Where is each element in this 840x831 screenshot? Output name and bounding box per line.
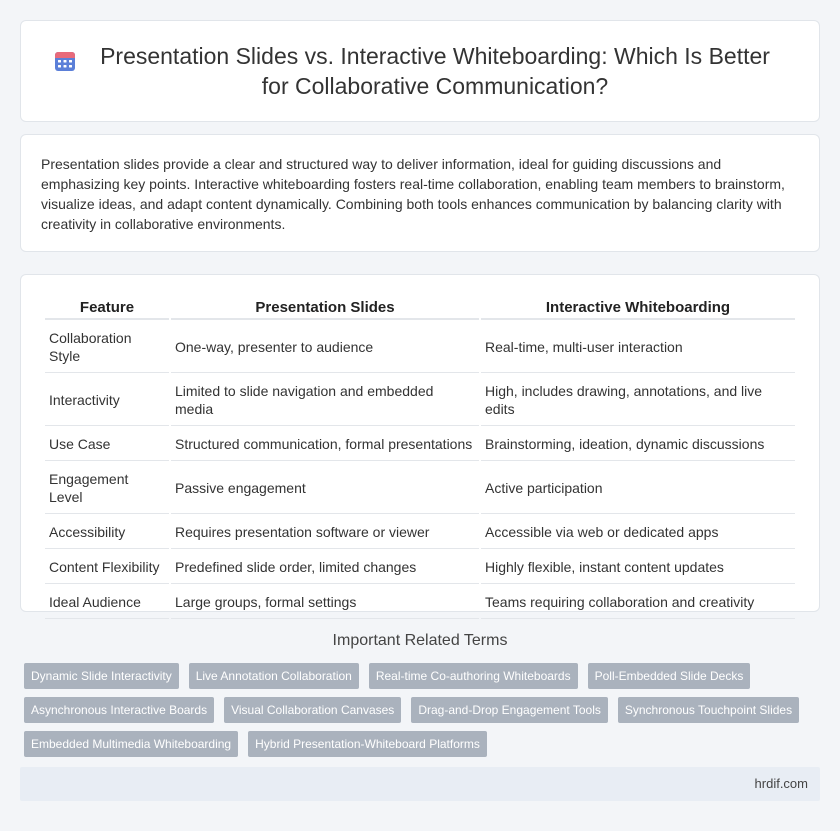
header-feature: Feature bbox=[45, 291, 169, 320]
summary-card bbox=[20, 134, 820, 252]
title-card bbox=[20, 20, 820, 122]
related-term-tag[interactable]: Poll-Embedded Slide Decks bbox=[588, 663, 751, 689]
comparison-table bbox=[43, 289, 797, 621]
feature-cell: Interactivity bbox=[45, 375, 169, 426]
header-presentation-slides: Presentation Slides bbox=[171, 291, 479, 320]
page-title: Presentation Slides vs. Interactive Whiteboarding: Which Is Better for Collaborative Communication? bbox=[100, 43, 770, 99]
feature-cell: Engagement Level bbox=[45, 463, 169, 514]
related-terms-list bbox=[20, 663, 820, 765]
related-term-tag[interactable]: Live Annotation Collaboration bbox=[189, 663, 359, 689]
interactive-whiteboarding-cell: Real-time, multi-user interaction bbox=[481, 322, 795, 373]
interactive-whiteboarding-cell: Teams requiring collaboration and creativity bbox=[481, 586, 795, 619]
table-row bbox=[45, 551, 795, 584]
table-header-row bbox=[45, 291, 795, 320]
feature-cell: Collaboration Style bbox=[45, 322, 169, 373]
related-term-tag[interactable]: Synchronous Touchpoint Slides bbox=[618, 697, 799, 723]
interactive-whiteboarding-cell: Accessible via web or dedicated apps bbox=[481, 516, 795, 549]
presentation-slides-cell: Large groups, formal settings bbox=[171, 586, 479, 619]
table-row bbox=[45, 428, 795, 461]
presentation-slides-cell: Passive engagement bbox=[171, 463, 479, 514]
presentation-slides-cell: Structured communication, formal presentations bbox=[171, 428, 479, 461]
table-row bbox=[45, 516, 795, 549]
summary-text: Presentation slides provide a clear and structured way to deliver information, ideal for guiding discussions and emphasizing key points. Interactive whiteboarding fosters real-time collaboration, enabling team members to brainstorm, visualize ideas, and adapt content dynamically. Combining both tools enhances communication by balancing clarity with creativity in collaborative environments. bbox=[41, 156, 785, 232]
feature-cell: Content Flexibility bbox=[45, 551, 169, 584]
related-term-tag[interactable]: Hybrid Presentation-Whiteboard Platforms bbox=[248, 731, 487, 757]
presentation-slides-cell: Limited to slide navigation and embedded media bbox=[171, 375, 479, 426]
presentation-slides-cell: One-way, presenter to audience bbox=[171, 322, 479, 373]
table-row bbox=[45, 586, 795, 619]
presentation-slides-cell: Requires presentation software or viewer bbox=[171, 516, 479, 549]
interactive-whiteboarding-cell: Active participation bbox=[481, 463, 795, 514]
related-term-tag[interactable]: Real-time Co-authoring Whiteboards bbox=[369, 663, 578, 689]
interactive-whiteboarding-cell: Highly flexible, instant content updates bbox=[481, 551, 795, 584]
related-terms-heading: Important Related Terms bbox=[332, 632, 508, 649]
feature-cell: Ideal Audience bbox=[45, 586, 169, 619]
table-row bbox=[45, 375, 795, 426]
related-term-tag[interactable]: Dynamic Slide Interactivity bbox=[24, 663, 179, 689]
table-row bbox=[45, 322, 795, 373]
feature-cell: Accessibility bbox=[45, 516, 169, 549]
header-interactive-whiteboarding: Interactive Whiteboarding bbox=[481, 291, 795, 320]
related-term-tag[interactable]: Visual Collaboration Canvases bbox=[224, 697, 401, 723]
feature-cell: Use Case bbox=[45, 428, 169, 461]
comparison-table-card bbox=[20, 274, 820, 612]
interactive-whiteboarding-cell: High, includes drawing, annotations, and live edits bbox=[481, 375, 795, 426]
related-term-tag[interactable]: Drag-and-Drop Engagement Tools bbox=[411, 697, 608, 723]
site-name[interactable]: hrdif.com bbox=[754, 776, 808, 791]
related-term-tag[interactable]: Asynchronous Interactive Boards bbox=[24, 697, 214, 723]
footer bbox=[20, 767, 820, 801]
interactive-whiteboarding-cell: Brainstorming, ideation, dynamic discussions bbox=[481, 428, 795, 461]
calendar-icon bbox=[53, 49, 77, 73]
presentation-slides-cell: Predefined slide order, limited changes bbox=[171, 551, 479, 584]
table-row bbox=[45, 463, 795, 514]
related-term-tag[interactable]: Embedded Multimedia Whiteboarding bbox=[24, 731, 238, 757]
